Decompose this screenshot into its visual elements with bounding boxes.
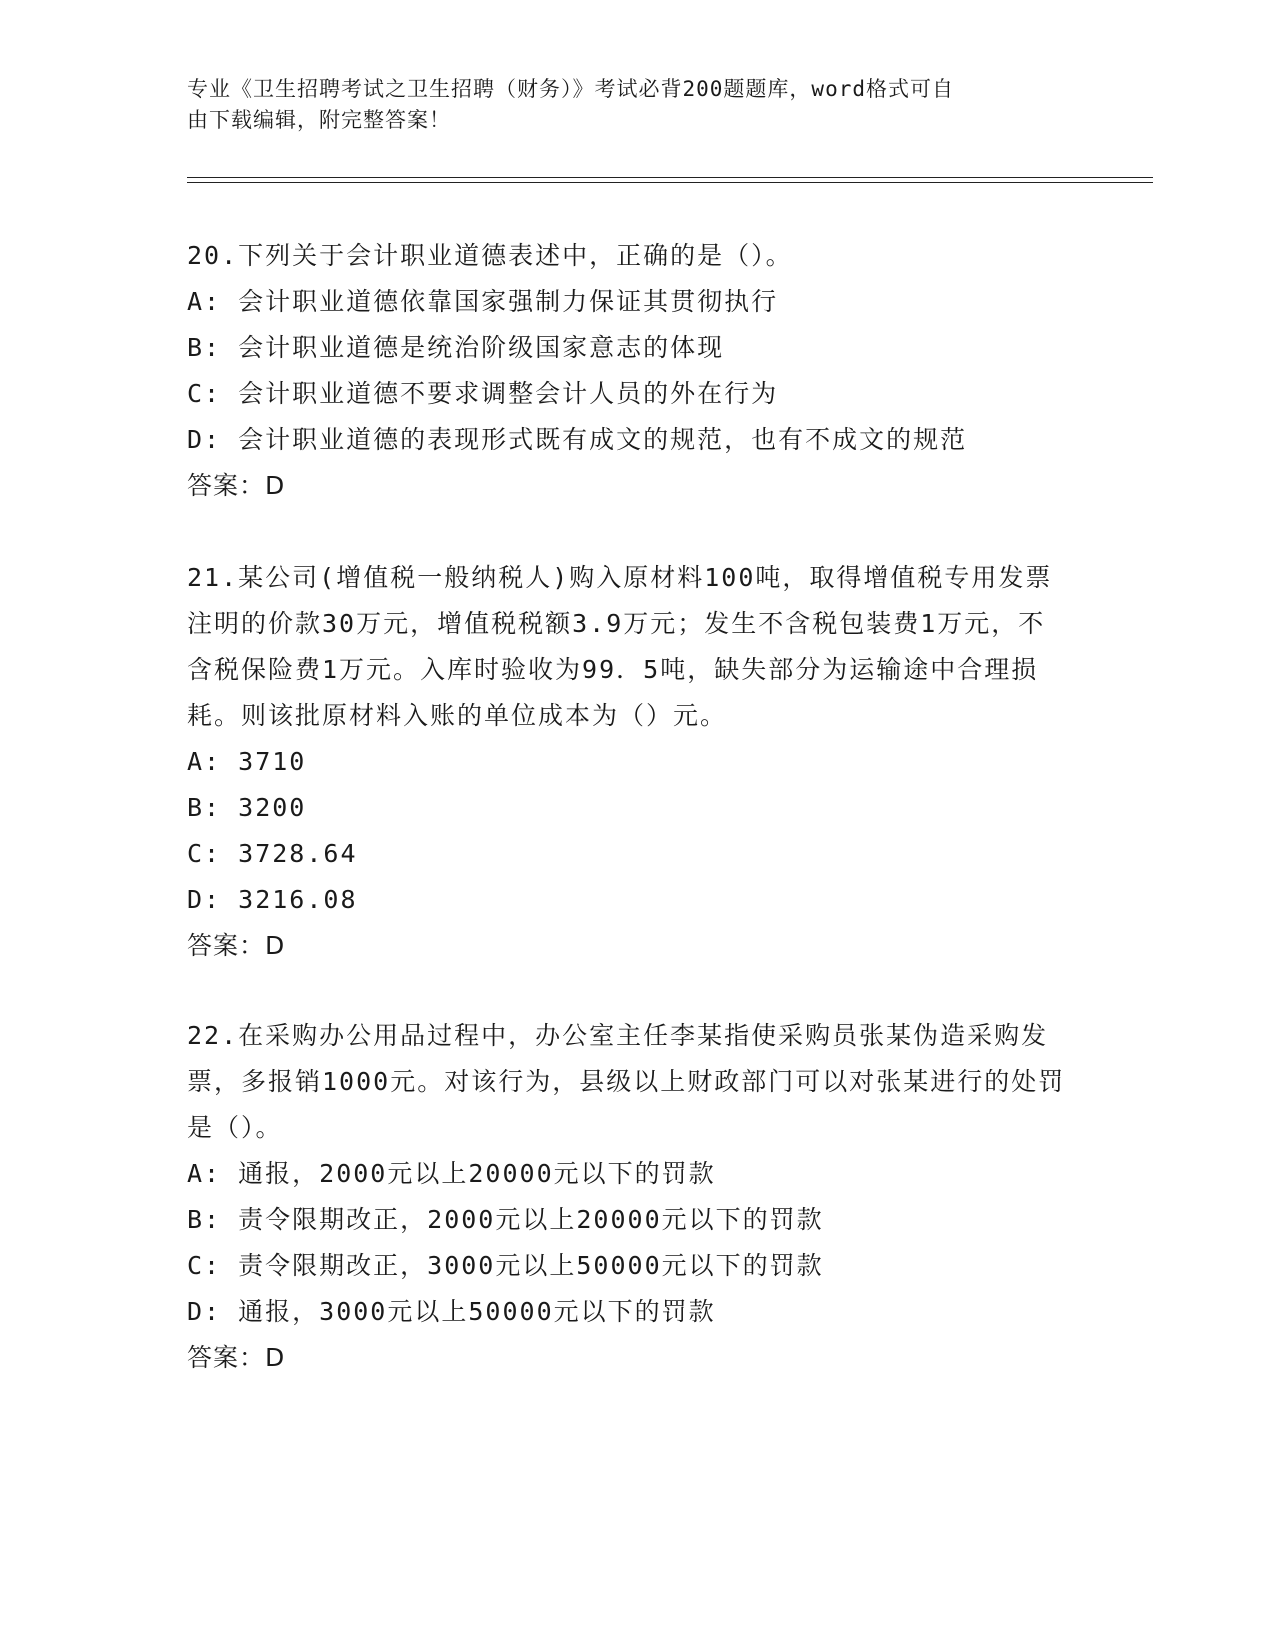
option-d: D: 3216.08	[187, 885, 358, 914]
answer-label: 答案：D	[187, 471, 286, 500]
question-22	[187, 1013, 1087, 1381]
option-a: A: 通报，2000元以上20000元以下的罚款	[187, 1159, 716, 1188]
question-20	[187, 233, 1087, 509]
option-d: D: 通报，3000元以上50000元以下的罚款	[187, 1297, 716, 1326]
option-d: D: 会计职业道德的表现形式既有成文的规范，也有不成文的规范	[187, 425, 968, 454]
option-b: B: 会计职业道德是统治阶级国家意志的体现	[187, 333, 725, 362]
option-c: C: 3728.64	[187, 839, 358, 868]
question-stem: 20.下列关于会计职业道德表述中，正确的是（）。	[187, 241, 793, 270]
question-stem: 22.在采购办公用品过程中，办公室主任李某指使采购员张某伪造采购发票，多报销1000元。对该行为，县级以上财政部门可以对张某进行的处罚是（）。	[187, 1021, 1066, 1142]
answer-label: 答案：D	[187, 1343, 286, 1372]
option-c: C: 会计职业道德不要求调整会计人员的外在行为	[187, 379, 779, 408]
header-divider-top	[187, 177, 1153, 178]
header-divider-bottom	[187, 182, 1153, 183]
option-b: B: 3200	[187, 793, 307, 822]
document-header	[187, 74, 1067, 136]
question-21	[187, 555, 1087, 969]
option-a: A: 3710	[187, 747, 307, 776]
header-line-1: 专业《卫生招聘考试之卫生招聘（财务）》考试必背200题题库，word格式可自	[187, 77, 954, 101]
question-stem: 21.某公司(增值税一般纳税人)购入原材料100吨，取得增值税专用发票注明的价款30万元，增值税税额3.9万元；发生不含税包装费1万元，不含税保险费1万元。入库时验收为99．5吨，缺失部分为运输途中合理损耗。则该批原材料入账的单位成本为（）元。	[187, 563, 1053, 730]
header-line-2: 由下载编辑，附完整答案！	[187, 108, 451, 132]
option-b: B: 责令限期改正，2000元以上20000元以下的罚款	[187, 1205, 824, 1234]
option-c: C: 责令限期改正，3000元以上50000元以下的罚款	[187, 1251, 824, 1280]
answer-label: 答案：D	[187, 931, 286, 960]
option-a: A: 会计职业道德依靠国家强制力保证其贯彻执行	[187, 287, 779, 316]
